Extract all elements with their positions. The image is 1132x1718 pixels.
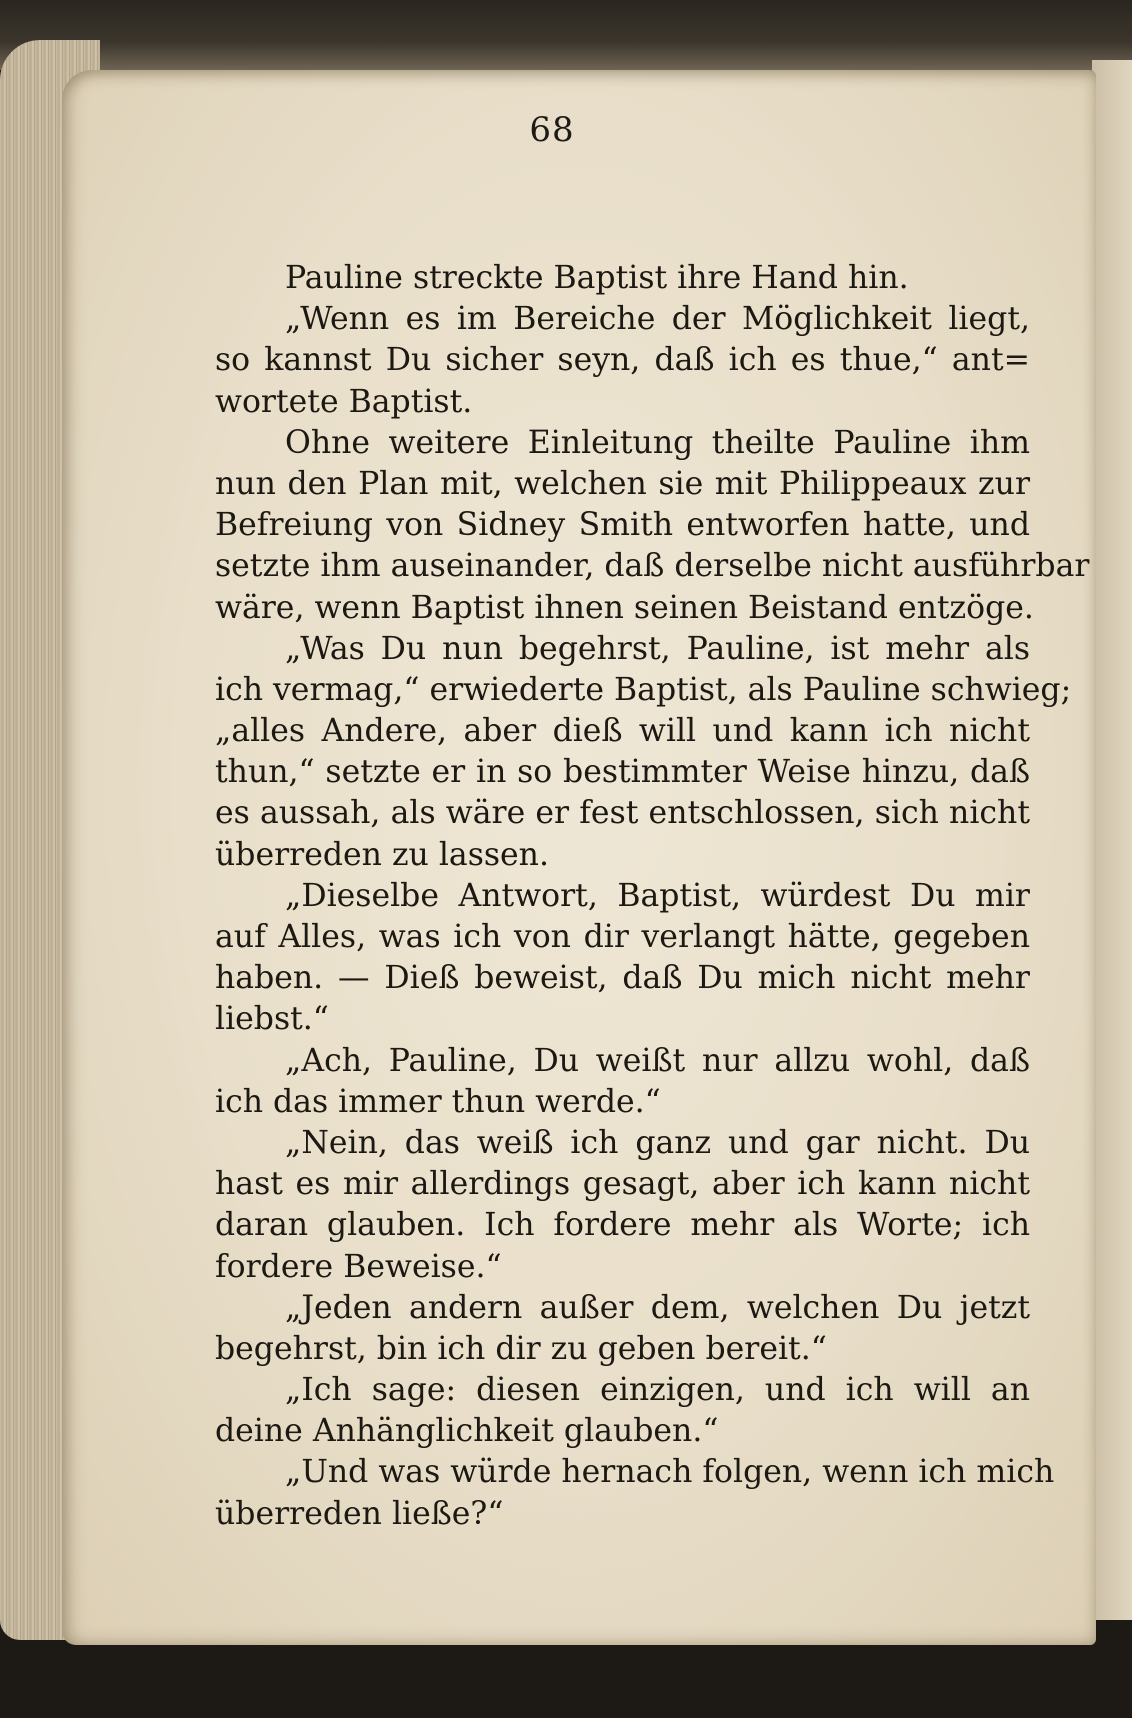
text-line: daran glauben. Ich fordere mehr als Worte; ich	[215, 1207, 1030, 1244]
text-line: „alles Andere, aber dieß will und kann ich nicht	[215, 713, 1030, 750]
page-number: 68	[529, 110, 575, 150]
text-line: nun den Plan mit, welchen sie mit Philippeaux zur	[215, 465, 1030, 502]
body-text	[215, 258, 1090, 1535]
text-line: deine Anhänglichkeit glauben.“	[215, 1413, 719, 1450]
text-line: Ohne weitere Einleitung theilte Pauline ihm	[285, 424, 1030, 461]
text-line: „Wenn es im Bereiche der Möglichkeit liegt,	[285, 301, 1030, 338]
text-line: haben. — Dieß beweist, daß Du mich nicht mehr	[215, 960, 1030, 997]
next-page-edge	[1092, 60, 1132, 1620]
text-line: setzte ihm auseinander, daß derselbe nicht ausführbar	[215, 548, 1090, 585]
text-line: „Ach, Pauline, Du weißt nur allzu wohl, daß	[285, 1042, 1030, 1079]
text-line: ich vermag,“ erwiederte Baptist, als Pauline schwieg;	[215, 671, 1072, 708]
text-line: thun,“ setzte er in so bestimmter Weise hinzu, daß	[215, 754, 1030, 791]
text-line: liebst.“	[215, 1001, 329, 1038]
text-line: wäre, wenn Baptist ihnen seinen Beistand entzöge.	[215, 589, 1034, 626]
text-line: „Dieselbe Antwort, Baptist, würdest Du mir	[285, 877, 1030, 914]
text-line: begehrst, bin ich dir zu geben bereit.“	[215, 1330, 827, 1367]
text-line: „Nein, das weiß ich ganz und gar nicht. Du	[285, 1124, 1030, 1161]
text-line: überreden ließe?“	[215, 1495, 504, 1532]
text-line: auf Alles, was ich von dir verlangt hätte, gegeben	[215, 919, 1030, 955]
book-cover-edge	[0, 0, 1132, 70]
text-line: so kannst Du sicher seyn, daß ich es thue,“ ant=	[215, 342, 1030, 379]
text-line: „Was Du nun begehrst, Pauline, ist mehr als	[285, 630, 1030, 667]
text-line: „Jeden andern außer dem, welchen Du jetzt	[285, 1289, 1030, 1326]
text-line: fordere Beweise.“	[215, 1248, 502, 1285]
text-line: ich das immer thun werde.“	[215, 1083, 661, 1120]
text-line: überreden zu lassen.	[215, 836, 549, 873]
text-line: „Und was würde hernach folgen, wenn ich mich	[285, 1454, 1055, 1491]
text-line: „Ich sage: diesen einzigen, und ich will an	[285, 1372, 1030, 1409]
text-line: Befreiung von Sidney Smith entworfen hatte, und	[215, 507, 1030, 544]
text-line: Pauline streckte Baptist ihre Hand hin.	[285, 260, 909, 296]
text-line: es aussah, als wäre er fest entschlossen, sich nicht	[215, 795, 1030, 832]
text-line: hast es mir allerdings gesagt, aber ich kann nicht	[215, 1166, 1030, 1203]
text-line: wortete Baptist.	[215, 383, 473, 420]
